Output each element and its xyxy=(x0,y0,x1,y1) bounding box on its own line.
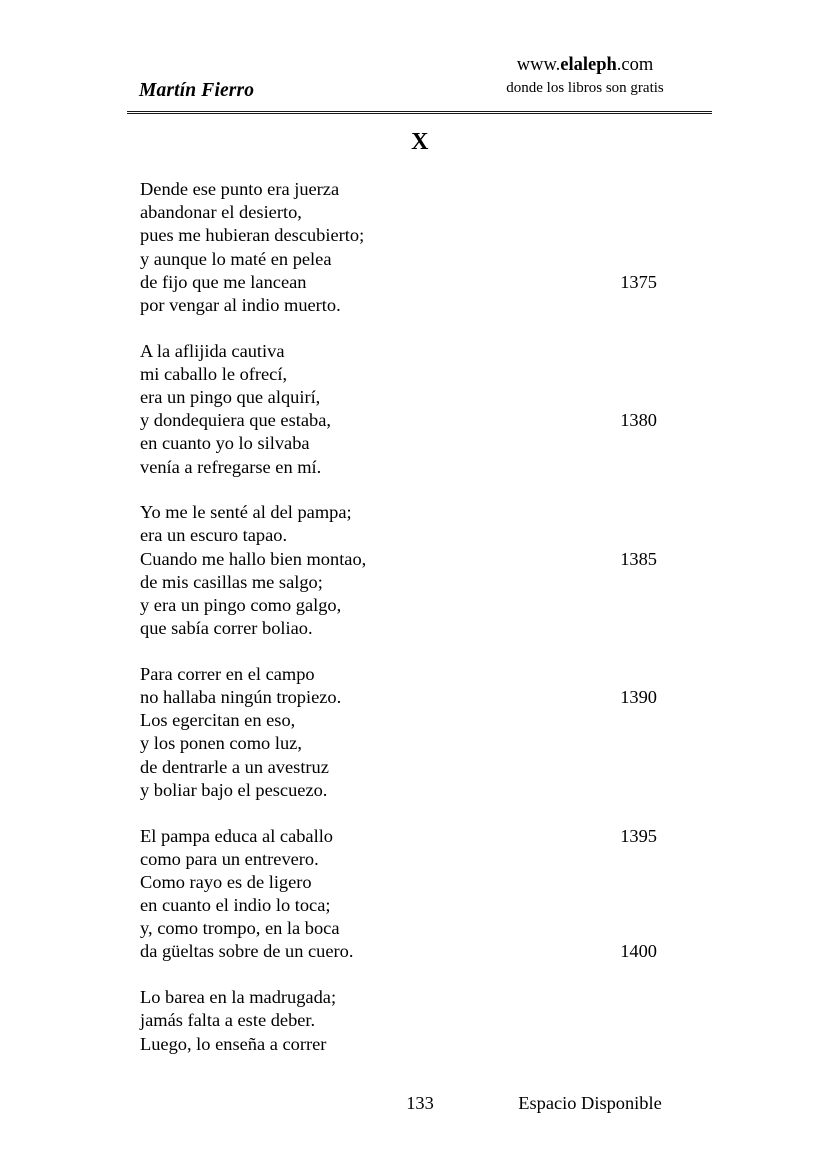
verse-text: y, como trompo, en la boca xyxy=(140,918,340,939)
verse-text: Dende ese punto era juerza xyxy=(140,179,340,199)
verse-text: Para correr en el campo xyxy=(140,663,315,684)
verse-text: pues me hubieran descubierto; xyxy=(140,225,365,246)
verse-line xyxy=(140,386,660,409)
poem-body xyxy=(140,178,660,1078)
verse-text: de dentrarle a un avestruz xyxy=(140,756,329,777)
page-number: 133 xyxy=(406,1093,434,1113)
verse-line xyxy=(140,1009,660,1032)
verse-line xyxy=(140,848,660,871)
verse-text: jamás falta a este deber. xyxy=(140,1010,316,1031)
stanza xyxy=(140,663,660,802)
verse-line xyxy=(140,224,660,247)
verse-text: y aunque lo maté en pelea xyxy=(140,248,332,269)
header-book-title: Martín Fierro xyxy=(139,80,255,101)
verse-text: en cuanto el indio lo toca; xyxy=(140,895,331,916)
verse-text: Yo me le senté al del pampa; xyxy=(140,502,352,523)
chapter-title xyxy=(0,129,828,156)
verse-text: Cuando me hallo bien montao, xyxy=(140,548,367,569)
verse-line xyxy=(140,294,660,317)
stanza xyxy=(140,501,660,640)
header-site-url xyxy=(457,52,713,78)
chapter-numeral: X xyxy=(411,129,429,155)
verse-text: abandonar el desierto, xyxy=(140,202,302,223)
header-tagline: donde los libros son gratis xyxy=(506,80,664,97)
verse-line-number: 1395 xyxy=(620,825,657,846)
verse-line-number: 1380 xyxy=(620,410,657,431)
verse-line xyxy=(140,940,660,963)
verse-line xyxy=(140,271,660,294)
page-footer xyxy=(0,1093,828,1121)
verse-text: que sabía correr boliao. xyxy=(140,618,313,639)
header-site-block xyxy=(457,52,713,100)
site-url-suffix: .com xyxy=(616,55,654,75)
verse-line xyxy=(140,432,660,455)
verse-line xyxy=(140,732,660,755)
site-url-brand: elaleph xyxy=(560,55,617,75)
verse-line xyxy=(140,548,660,571)
verse-line xyxy=(140,524,660,547)
verse-line xyxy=(140,917,660,940)
verse-line xyxy=(140,825,660,848)
verse-line xyxy=(140,871,660,894)
verse-line xyxy=(140,986,660,1009)
verse-text: era un pingo que alquirí, xyxy=(140,387,321,407)
verse-text: y boliar bajo el pescuezo. xyxy=(140,779,328,800)
verse-text: Los egercitan en eso, xyxy=(140,710,296,731)
verse-line xyxy=(140,248,660,271)
verse-text: era un escuro tapao. xyxy=(140,525,288,546)
verse-line xyxy=(140,594,660,617)
verse-text: El pampa educa al caballo xyxy=(140,825,334,846)
verse-line xyxy=(140,617,660,640)
verse-text: y era un pingo como galgo, xyxy=(140,595,342,615)
verse-line-number: 1385 xyxy=(620,548,657,569)
verse-line xyxy=(140,456,660,479)
header-divider-rule xyxy=(127,111,712,114)
verse-text: da güeltas sobre de un cuero. xyxy=(140,941,354,962)
verse-text: venía a refregarse en mí. xyxy=(140,456,322,477)
verse-line xyxy=(140,340,660,363)
verse-line xyxy=(140,1033,660,1056)
verse-text: en cuanto yo lo silvaba xyxy=(140,433,310,454)
verse-text: Como rayo es de ligero xyxy=(140,871,312,892)
verse-line-number: 1375 xyxy=(620,271,657,292)
verse-line-number: 1400 xyxy=(620,941,657,962)
verse-text: y los ponen como luz, xyxy=(140,733,302,754)
verse-line-number: 1390 xyxy=(620,687,657,708)
verse-text: Lo barea en la madrugada; xyxy=(140,987,337,1008)
footer-note: Espacio Disponible xyxy=(518,1093,662,1113)
verse-line xyxy=(140,709,660,732)
stanza xyxy=(140,340,660,479)
verse-line xyxy=(140,501,660,524)
verse-line xyxy=(140,409,660,432)
verse-line xyxy=(140,201,660,224)
verse-text: Luego, lo enseña a correr xyxy=(140,1033,327,1054)
verse-line xyxy=(140,663,660,686)
verse-line xyxy=(140,894,660,917)
verse-line xyxy=(140,756,660,779)
verse-text: de mis casillas me salgo; xyxy=(140,571,323,592)
verse-text: A la aflijida cautiva xyxy=(140,340,285,361)
verse-text: como para un entrevero. xyxy=(140,848,319,869)
verse-text: por vengar al indio muerto. xyxy=(140,294,341,315)
verse-line xyxy=(140,178,660,201)
verse-line xyxy=(140,686,660,709)
verse-text: y dondequiera que estaba, xyxy=(140,410,331,431)
site-url-prefix: www. xyxy=(516,55,561,75)
page-header xyxy=(127,52,713,114)
verse-line xyxy=(140,571,660,594)
verse-line xyxy=(140,363,660,386)
verse-text: mi caballo le ofrecí, xyxy=(140,363,288,384)
verse-line xyxy=(140,779,660,802)
stanza xyxy=(140,178,660,317)
verse-text: de fijo que me lancean xyxy=(140,271,307,292)
stanza xyxy=(140,986,660,1056)
stanza xyxy=(140,825,660,964)
verse-text: no hallaba ningún tropiezo. xyxy=(140,687,342,708)
